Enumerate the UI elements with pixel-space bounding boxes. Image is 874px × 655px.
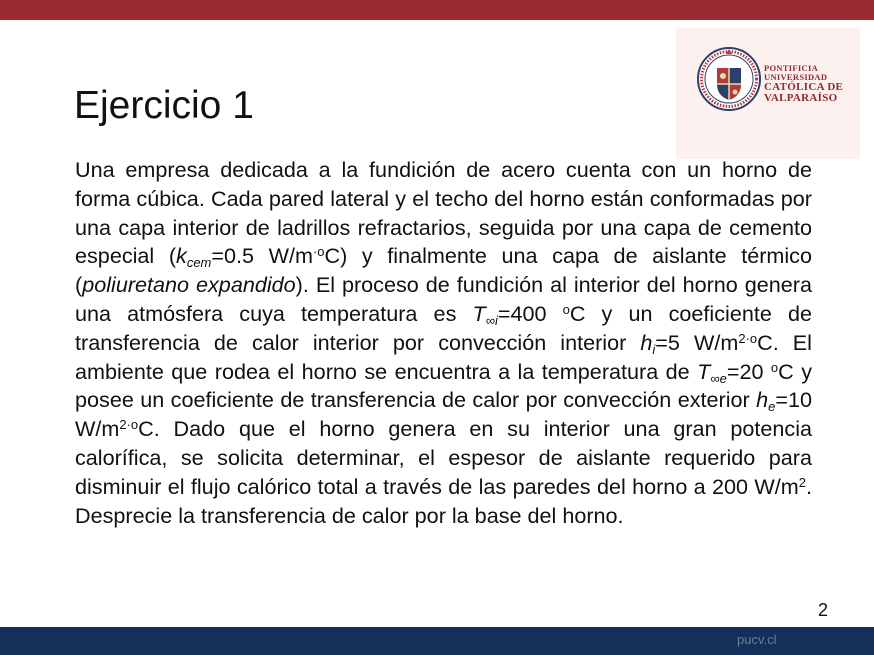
superscript: ·o: [312, 244, 325, 260]
subscript-i: i: [652, 341, 656, 357]
logo-line-3: CATÓLICA DE: [764, 80, 844, 93]
subscript-cem: cem: [186, 255, 212, 271]
superscript: 2·o: [738, 330, 758, 346]
text-segment: =20: [726, 358, 771, 384]
superscript: 2: [798, 474, 806, 490]
text-segment: C y un coeficiente de transferencia de calor interior por convección interior: [75, 300, 812, 355]
subscript-inf-i: ∞i: [485, 312, 498, 328]
subscript-e: e: [768, 399, 776, 415]
symbol-k: k: [176, 243, 187, 269]
slide-title: Ejercicio 1: [74, 84, 254, 127]
text-segment: =0.5 W/m: [211, 243, 313, 269]
symbol-t-inner: T: [472, 300, 486, 326]
exercise-statement: [75, 156, 812, 530]
text-segment: C. El ambiente que rodea el horno se encuentra a la temperatura de: [75, 329, 812, 384]
superscript: o: [770, 359, 779, 375]
text-segment: C) y finalmente una capa de aislante térmico (: [75, 243, 812, 298]
symbol-t-outer: T: [697, 358, 711, 384]
text-segment: =5 W/m: [655, 329, 739, 355]
text-segment: =10 W/m: [75, 387, 812, 442]
superscript: o: [562, 301, 570, 317]
top-accent-bar: [0, 0, 874, 20]
text-segment: . Desprecie la transferencia de calor por la base del horno.: [75, 473, 812, 528]
page-number: 2: [818, 600, 829, 620]
subscript-inf-e: ∞e: [710, 370, 727, 386]
text-segment: ). El proceso de fundición al interior del horno genera una atmósfera cuya temperatura es: [75, 272, 812, 326]
text-segment: Una empresa dedicada a la fundición de acero cuenta con un horno de forma cúbica. Cada pared lateral y el techo del horno están conformadas por una capa interior de ladrillos refractarios, seguida por una capa de cemento especial (: [75, 157, 812, 269]
footer-url: pucv.cl: [737, 632, 777, 647]
symbol-h-inner: h: [640, 329, 653, 355]
text-segment: C y posee un coeficiente de transferencia de calor por convección exterior: [75, 358, 812, 413]
text-segment: C. Dado que el horno genera en su interior una gran potencia calorífica, se solicita determinar, el espesor de aislante requerido para disminuir el flujo calórico total a través de las paredes del horno a 200 W/m: [75, 416, 812, 499]
symbol-h-outer: h: [756, 387, 769, 413]
logo-line-2: UNIVERSIDAD: [764, 71, 828, 82]
text-segment: =400: [497, 300, 563, 326]
logo-line-4: VALPARAÍSO: [764, 92, 838, 105]
university-name: [764, 64, 843, 105]
university-logo: [676, 28, 860, 159]
superscript: 2·o: [119, 417, 139, 433]
logo-line-1: PONTIFICIA: [764, 63, 819, 73]
material-name: poliuretano expandido: [82, 272, 296, 298]
university-seal-icon: [696, 46, 762, 112]
